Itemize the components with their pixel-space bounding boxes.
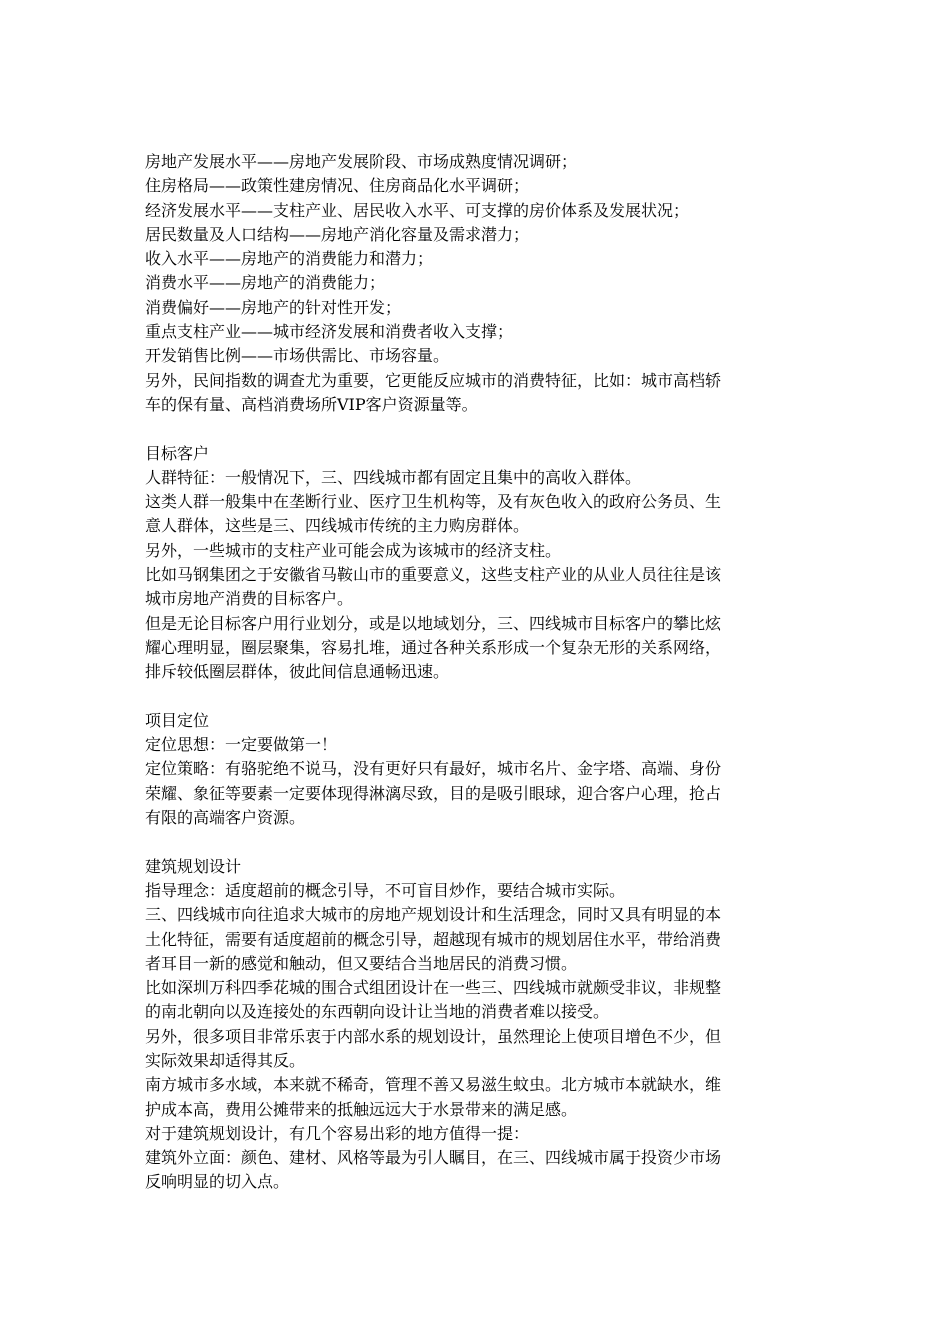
document-body [145,150,810,1195]
text-line: 但是无论目标客户用行业划分，或是以地域划分，三、四线城市目标客户的攀比炫 [145,613,722,633]
text-line: 城市房地产消费的目标客户。 [145,589,354,609]
text-line: 实际效果却适得其反。 [145,1050,306,1070]
text-line: 车的保有量、高档消费场所VIP客户资源量等。 [145,394,478,414]
text-line: 这类人群一般集中在垄断行业、医疗卫生机构等，及有灰色收入的政府公务员、生 [145,492,722,512]
text-line: 经济发展水平——支柱产业、居民收入水平、可支撑的房价体系及发展状况； [145,200,690,220]
text-line: 住房格局——政策性建房情况、住房商品化水平调研； [145,176,530,196]
text-line: 项目定位 [145,710,210,730]
blank-line [145,830,810,854]
text-line: 房地产发展水平——房地产发展阶段、市场成熟度情况调研； [145,152,578,171]
text-line: 的南北朝向以及连接处的东西朝向设计让当地的消费者难以接受。 [145,1002,610,1022]
text-line: 另外，很多项目非常乐衷于内部水系的规划设计，虽然理论上使项目增色不少，但 [145,1026,722,1046]
text-line: 定位思想：一定要做第一！ [145,735,338,755]
text-line: 有限的高端客户资源。 [145,808,306,828]
text-line: 另外，一些城市的支柱产业可能会成为该城市的经济支柱。 [145,540,562,560]
text-line: 居民数量及人口结构——房地产消化容量及需求潜力； [145,224,530,244]
text-line: 反响明显的切入点。 [145,1172,290,1192]
text-line: 收入水平——房地产的消费能力和潜力； [145,249,434,269]
text-line: 消费偏好——房地产的针对性开发； [145,297,402,317]
text-line: 人群特征：一般情况下，三、四线城市都有固定且集中的高收入群体。 [145,467,642,487]
text-line: 比如深圳万科四季花城的围合式组团设计在一些三、四线城市就颇受非议，非规整 [145,978,722,998]
blank-line [145,417,810,441]
text-line: 护成本高，费用公摊带来的抵触远远大于水景带来的满足感。 [145,1099,578,1119]
text-line: 南方城市多水域，本来就不稀奇，管理不善又易滋生蚊虫。北方城市本就缺水，维 [145,1075,722,1095]
text-line: 耀心理明显，圈层聚集，容易扎堆，通过各种关系形成一个复杂无形的关系网络， [145,637,722,657]
text-line: 指导理念：适度超前的概念引导，不可盲目炒作，要结合城市实际。 [145,880,626,900]
text-line: 定位策略：有骆驼绝不说马，没有更好只有最好，城市名片、金字塔、高端、身份 [145,759,722,779]
text-line: 者耳目一新的感觉和触动，但又要结合当地居民的消费习惯。 [145,953,578,973]
text-line: 开发销售比例——市场供需比、市场容量。 [145,346,450,366]
text-line: 土化特征，需要有适度超前的概念引导，超越现有城市的规划居住水平，带给消费 [145,929,722,949]
text-line: 建筑外立面：颜色、建材、风格等最为引人瞩目，在三、四线城市属于投资少市场 [145,1148,722,1168]
text-line: 对于建筑规划设计，有几个容易出彩的地方值得一提： [145,1123,530,1143]
text-line: 排斥较低圈层群体，彼此间信息通畅迅速。 [145,662,450,682]
text-line: 比如马钢集团之于安徽省马鞍山市的重要意义，这些支柱产业的从业人员往往是该 [145,565,722,585]
text-line: 荣耀、象征等要素一定要体现得淋漓尽致，目的是吸引眼球，迎合客户心理，抢占 [145,783,722,803]
blank-line [145,685,810,709]
text-line: 另外，民间指数的调查尤为重要，它更能反应城市的消费特征，比如：城市高档轿 [145,370,722,390]
text-line: 消费水平——房地产的消费能力； [145,273,386,293]
text-line: 目标客户 [145,443,210,463]
text-line: 建筑规划设计 [145,856,242,876]
text-line: 三、四线城市向往追求大城市的房地产规划设计和生活理念，同时又具有明显的本 [145,905,722,925]
text-line: 意人群体，这些是三、四线城市传统的主力购房群体。 [145,516,530,536]
text-line: 重点支柱产业——城市经济发展和消费者收入支撑； [145,322,514,342]
